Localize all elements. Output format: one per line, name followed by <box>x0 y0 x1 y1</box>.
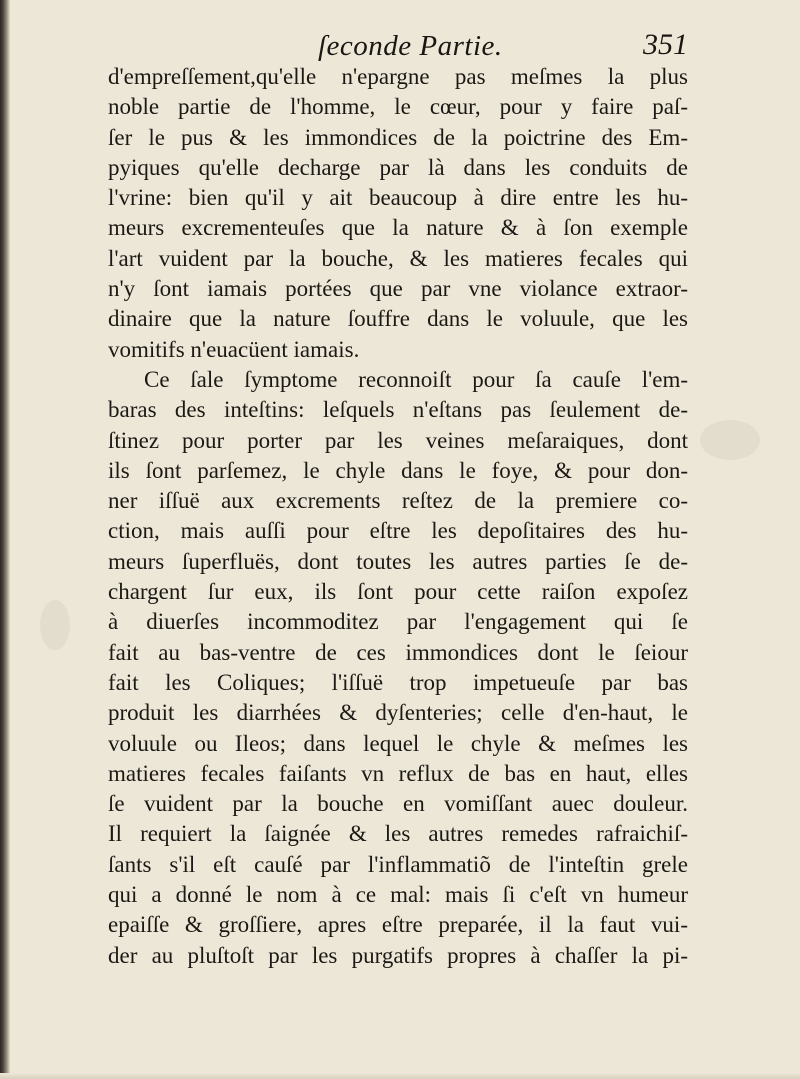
text-line: chargent ſur eux, ils ſont pour cette raiſon expoſez <box>108 579 688 605</box>
text-line: qui a donné le nom à ce mal: mais ſi c'eſt vn humeur <box>108 882 688 908</box>
text-line: fait au bas-ventre de ces immondices dont le ſeiour <box>108 639 688 665</box>
text-line: noble partie de l'homme, le cœur, pour y faire paſ- <box>108 94 688 120</box>
text-line: n'y ſont iamais portées que par vne violance extraor- <box>108 276 688 302</box>
text-line: Il requiert la ſaignée & les autres remedes rafraichiſ- <box>108 821 688 847</box>
body-text <box>108 62 688 971</box>
text-line: ction, mais auſſi pour eſtre les depoſitaires des hu- <box>108 518 688 544</box>
running-head-title: ſeconde Partie. <box>318 30 503 62</box>
page-bottom-edge <box>0 1073 800 1079</box>
paper-stain <box>700 420 760 460</box>
text-line: ſer le pus & les immondices de la poictrine des Em- <box>108 124 688 150</box>
text-line: ſe vuident par la bouche en vomiſſant auec douleur. <box>108 791 688 817</box>
text-line: voluule ou Ileos; dans lequel le chyle & meſmes les <box>108 730 688 756</box>
paragraph-end-line: vomitifs n'euacüent iamais. <box>108 336 360 362</box>
text-line: baras des inteſtins: leſquels n'eſtans pas ſeulement de- <box>108 397 688 423</box>
text-line: der au pluſtoſt par les purgatifs propres à chaſſer la pi- <box>108 942 688 968</box>
text-line: epaiſſe & groſſiere, apres eſtre preparée, il la faut vui- <box>108 912 688 938</box>
text-line: pyiques qu'elle decharge par là dans les conduits de <box>108 154 688 180</box>
paragraph-start-line: Ce ſale ſymptome reconnoiſt pour ſa cauſe l'em- <box>144 366 688 392</box>
page-number: 351 <box>643 28 688 61</box>
text-line: à diuerſes incommoditez par l'engagement qui ſe <box>108 609 688 635</box>
text-line: fait les Coliques; l'iſſuë trop impetueuſe par bas <box>108 669 688 695</box>
text-line: matieres fecales faiſants vn reflux de bas en haut, elles <box>108 760 688 786</box>
text-line: l'art vuident par la bouche, & les matieres fecales qui <box>108 245 688 271</box>
text-line: produit les diarrhées & dyſenteries; celle d'en-haut, le <box>108 700 688 726</box>
text-line: meurs ſuperfluës, dont toutes les autres parties ſe de- <box>108 548 688 574</box>
text-line: ner iſſuë aux excrements reſtez de la premiere co- <box>108 488 688 514</box>
text-line: ſtinez pour porter par les veines meſaraiques, dont <box>108 427 688 453</box>
text-line: l'vrine: bien qu'il y ait beaucoup à dire entre les hu- <box>108 185 688 211</box>
text-line: meurs excrementeuſes que la nature & à ſon exemple <box>108 215 688 241</box>
paper-stain <box>40 600 70 650</box>
text-line: ſants s'il eſt cauſé par l'inflammatiõ de l'inteſtin grele <box>108 851 688 877</box>
text-line: ils ſont parſemez, le chyle dans le foye, & pour don- <box>108 457 688 483</box>
text-line: dinaire que la nature ſouffre dans le voluule, que les <box>108 306 688 332</box>
text-line: d'empreſſement,qu'elle n'epargne pas meſmes la plus <box>108 64 688 89</box>
page-binding-edge <box>0 0 10 1079</box>
